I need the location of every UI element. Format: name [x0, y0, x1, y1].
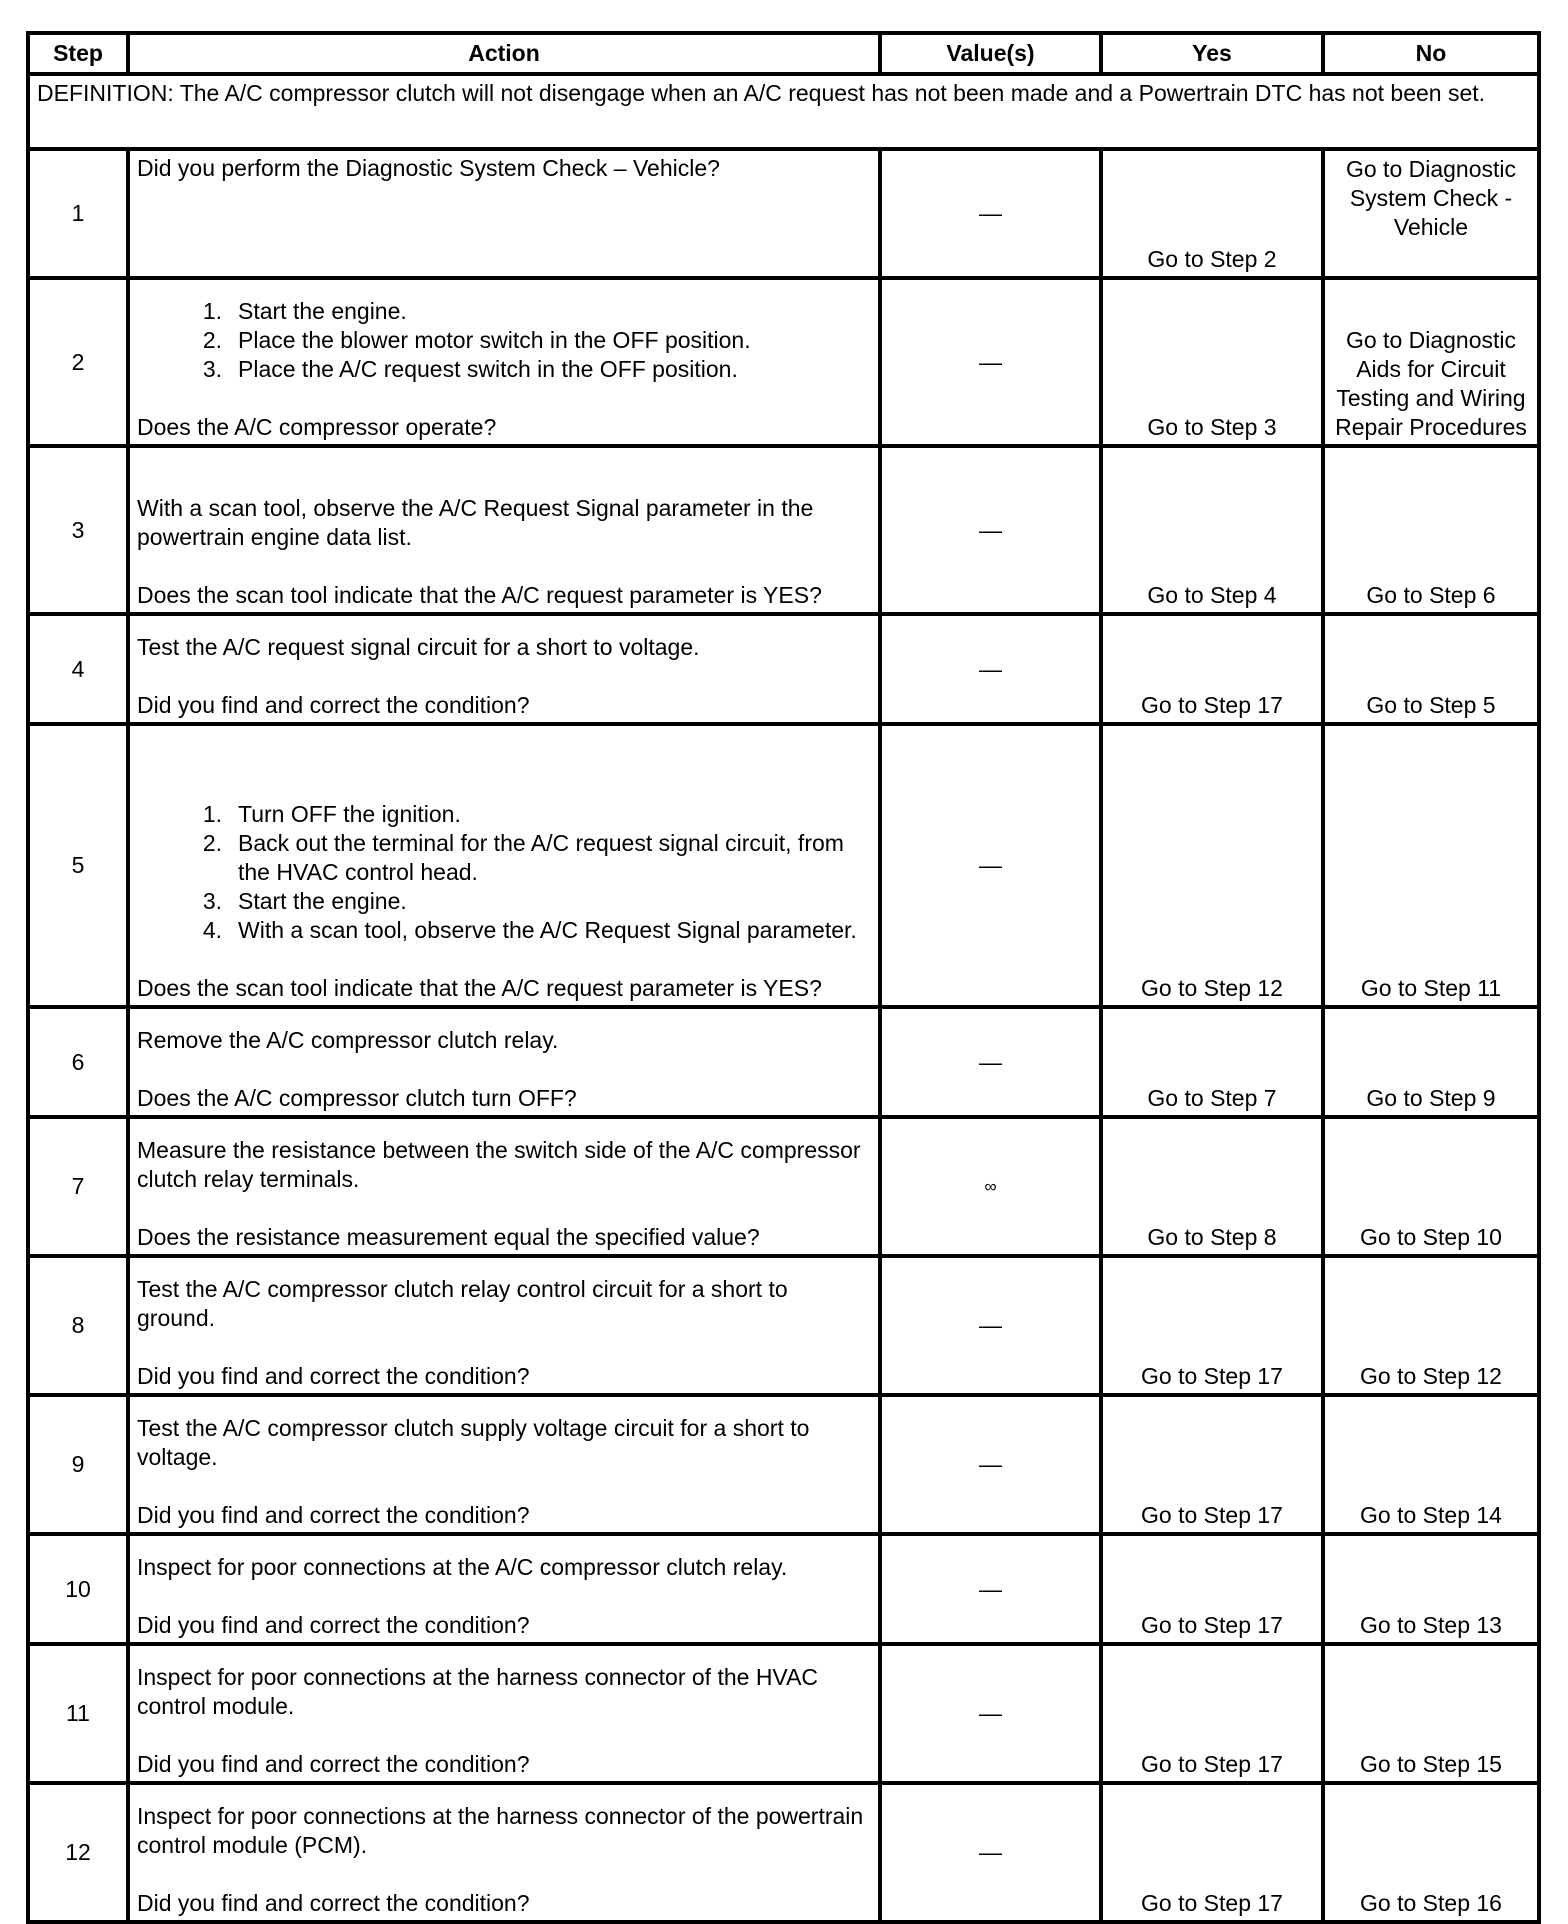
header-action: Action	[128, 33, 880, 74]
step-number: 10	[28, 1534, 128, 1644]
no-cell: Go to Step 14	[1323, 1395, 1539, 1534]
step-number: 2	[28, 278, 128, 446]
header-values: Value(s)	[880, 33, 1101, 74]
value-cell: —	[880, 278, 1101, 446]
table-row	[28, 1534, 1539, 1644]
header-step: Step	[28, 33, 128, 74]
action-text: Inspect for poor connections at the harness connector of the powertrain control module (PCM).	[137, 1803, 864, 1858]
diagnostic-table	[26, 31, 1541, 1924]
action-question: Did you find and correct the condition?	[137, 692, 530, 718]
action-cell	[128, 149, 880, 278]
table-row	[28, 149, 1539, 278]
table-row	[28, 1644, 1539, 1783]
value-cell: —	[880, 1395, 1101, 1534]
definition-text: DEFINITION: The A/C compressor clutch will not disengage when an A/C request has not been made and a Powertrain DTC has not been set.	[28, 74, 1539, 149]
action-cell	[128, 278, 880, 446]
yes-cell: Go to Step 17	[1101, 1644, 1323, 1783]
action-question: Did you find and correct the condition?	[137, 1363, 530, 1389]
action-text: Measure the resistance between the switch side of the A/C compressor clutch relay terminals.	[137, 1137, 861, 1192]
action-text: Did you perform the Diagnostic System Check – Vehicle?	[137, 155, 720, 181]
value-cell: ∞	[880, 1117, 1101, 1256]
action-question: Did you find and correct the condition?	[137, 1612, 530, 1638]
yes-cell: Go to Step 17	[1101, 614, 1323, 724]
action-text: Test the A/C compressor clutch supply voltage circuit for a short to voltage.	[137, 1415, 810, 1470]
value-cell: —	[880, 1256, 1101, 1395]
yes-cell: Go to Step 17	[1101, 1534, 1323, 1644]
action-cell	[128, 446, 880, 614]
no-cell: Go to Step 11	[1323, 724, 1539, 1007]
no-cell: Go to Step 15	[1323, 1644, 1539, 1783]
step-number: 9	[28, 1395, 128, 1534]
table-row	[28, 1783, 1539, 1922]
action-list-item: 3. Start the engine.	[202, 888, 407, 914]
value-cell: —	[880, 446, 1101, 614]
header-row	[28, 33, 1539, 74]
yes-cell: Go to Step 8	[1101, 1117, 1323, 1256]
step-number: 5	[28, 724, 128, 1007]
yes-cell: Go to Step 17	[1101, 1395, 1323, 1534]
yes-cell: Go to Step 12	[1101, 724, 1323, 1007]
action-cell	[128, 1007, 880, 1117]
table-row	[28, 1395, 1539, 1534]
definition-row	[28, 74, 1539, 149]
action-question: Does the A/C compressor clutch turn OFF?	[137, 1085, 577, 1111]
step-number: 6	[28, 1007, 128, 1117]
step-number: 12	[28, 1783, 128, 1922]
step-number: 3	[28, 446, 128, 614]
yes-cell: Go to Step 2	[1101, 149, 1323, 278]
table-row	[28, 446, 1539, 614]
value-cell: —	[880, 1534, 1101, 1644]
value-cell: —	[880, 1007, 1101, 1117]
action-list-item: 1. Turn OFF the ignition.	[202, 801, 461, 827]
action-text: Test the A/C request signal circuit for a short to voltage.	[137, 634, 700, 660]
step-number: 7	[28, 1117, 128, 1256]
yes-cell: Go to Step 17	[1101, 1783, 1323, 1922]
action-question: Does the scan tool indicate that the A/C request parameter is YES?	[137, 582, 822, 608]
table-row	[28, 1117, 1539, 1256]
table-row	[28, 1007, 1539, 1117]
action-list-item: 2. Back out the terminal for the A/C request signal circuit, from the HVAC control head.	[202, 830, 844, 885]
table-row	[28, 724, 1539, 1007]
action-cell	[128, 614, 880, 724]
no-cell: Go to Step 9	[1323, 1007, 1539, 1117]
table-row	[28, 278, 1539, 446]
action-list-item: 2. Place the blower motor switch in the OFF position.	[202, 327, 751, 353]
action-cell	[128, 724, 880, 1007]
action-cell	[128, 1534, 880, 1644]
action-cell	[128, 1395, 880, 1534]
no-cell: Go to Diagnostic System Check - Vehicle	[1323, 149, 1539, 278]
action-list-item: 1. Start the engine.	[202, 298, 407, 324]
action-list-item: 3. Place the A/C request switch in the OFF position.	[202, 356, 738, 382]
no-cell: Go to Step 16	[1323, 1783, 1539, 1922]
action-question: Does the scan tool indicate that the A/C request parameter is YES?	[137, 975, 822, 1001]
action-question: Did you find and correct the condition?	[137, 1890, 530, 1916]
action-text: Test the A/C compressor clutch relay control circuit for a short to ground.	[137, 1276, 788, 1331]
step-number: 4	[28, 614, 128, 724]
header-yes: Yes	[1101, 33, 1323, 74]
no-cell: Go to Step 13	[1323, 1534, 1539, 1644]
action-question: Does the resistance measurement equal the specified value?	[137, 1224, 760, 1250]
yes-cell: Go to Step 17	[1101, 1256, 1323, 1395]
yes-cell: Go to Step 3	[1101, 278, 1323, 446]
table-row	[28, 614, 1539, 724]
no-cell: Go to Step 6	[1323, 446, 1539, 614]
no-cell: Go to Step 12	[1323, 1256, 1539, 1395]
action-cell	[128, 1117, 880, 1256]
action-text: Remove the A/C compressor clutch relay.	[137, 1027, 559, 1053]
value-cell: —	[880, 1783, 1101, 1922]
yes-cell: Go to Step 4	[1101, 446, 1323, 614]
value-cell: —	[880, 1644, 1101, 1783]
action-cell	[128, 1256, 880, 1395]
action-cell	[128, 1783, 880, 1922]
action-text: Inspect for poor connections at the A/C compressor clutch relay.	[137, 1554, 788, 1580]
action-text: With a scan tool, observe the A/C Request Signal parameter in the powertrain engine data list.	[137, 495, 814, 550]
action-list	[137, 297, 871, 384]
step-number: 8	[28, 1256, 128, 1395]
no-cell: Go to Step 5	[1323, 614, 1539, 724]
header-no: No	[1323, 33, 1539, 74]
no-cell: Go to Diagnostic Aids for Circuit Testing and Wiring Repair Procedures	[1323, 278, 1539, 446]
action-text: Inspect for poor connections at the harness connector of the HVAC control module.	[137, 1664, 819, 1719]
value-cell: —	[880, 614, 1101, 724]
step-number: 11	[28, 1644, 128, 1783]
action-question: Did you find and correct the condition?	[137, 1502, 530, 1528]
value-cell: —	[880, 724, 1101, 1007]
yes-cell: Go to Step 7	[1101, 1007, 1323, 1117]
action-question: Does the A/C compressor operate?	[137, 414, 497, 440]
step-number: 1	[28, 149, 128, 278]
action-list-item: 4. With a scan tool, observe the A/C Request Signal parameter.	[202, 917, 857, 943]
table-row	[28, 1256, 1539, 1395]
no-cell: Go to Step 10	[1323, 1117, 1539, 1256]
action-question: Did you find and correct the condition?	[137, 1751, 530, 1777]
action-list	[137, 800, 871, 945]
action-cell	[128, 1644, 880, 1783]
value-cell: —	[880, 149, 1101, 278]
